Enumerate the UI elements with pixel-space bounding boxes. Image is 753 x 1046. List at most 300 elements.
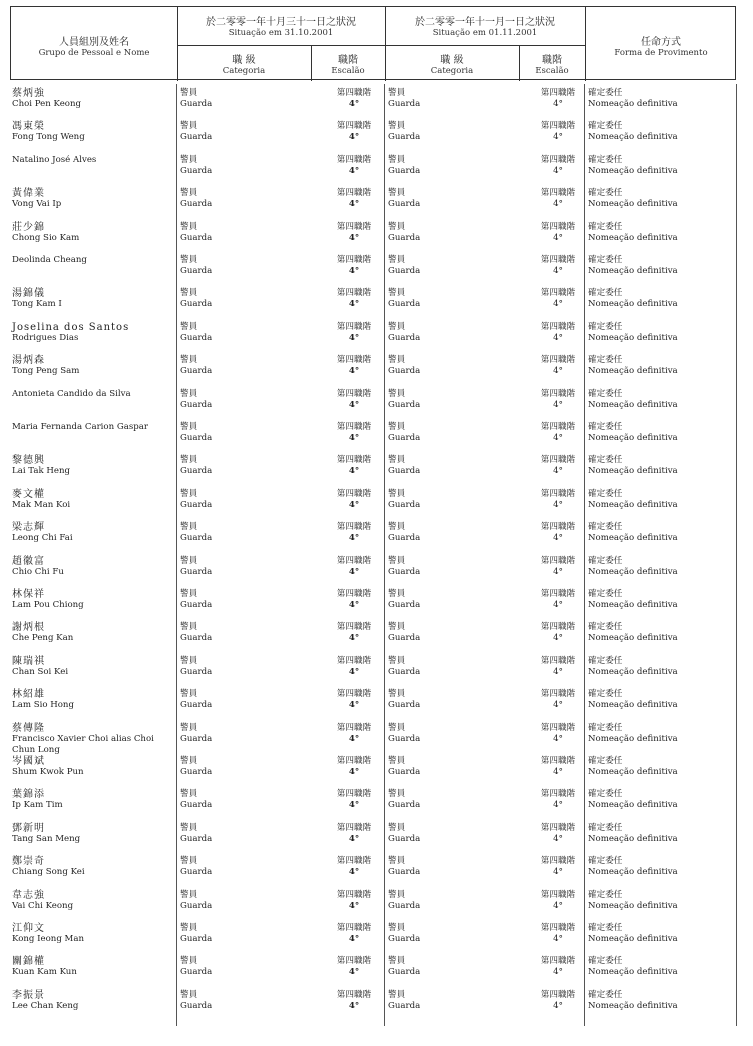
categoria-zh: 警員: [180, 221, 198, 232]
forma-zh: 確定委任: [588, 589, 623, 599]
name-line-2: Chan Soi Kei: [12, 666, 69, 677]
name-line-1: 湯炳森: [12, 355, 45, 367]
forma-pt: Nomeação definitiva: [588, 867, 678, 878]
escalao-num: 4°: [348, 466, 360, 477]
forma-pt: Nomeação definitiva: [588, 800, 678, 811]
escalao-zh: 第四職階: [540, 789, 576, 800]
escalao-before: [326, 88, 382, 110]
forma-provimento: [588, 489, 678, 511]
categoria-zh: 警員: [388, 956, 406, 967]
categoria-zh: 警員: [180, 255, 198, 265]
table-row: [10, 255, 738, 288]
categoria-pt: Guarda: [388, 1000, 421, 1011]
categoria-pt: Guarda: [388, 600, 421, 610]
person-name: [12, 689, 174, 711]
escalao-num: 4°: [348, 299, 360, 310]
person-name: [12, 255, 174, 266]
escalao-zh: 第四職階: [336, 321, 372, 332]
escalao-num: 4°: [553, 165, 563, 176]
categoria-zh: 警員: [180, 589, 198, 599]
categoria-pt: Guarda: [180, 332, 213, 343]
categoria-zh: 警員: [388, 321, 406, 332]
name-line-1: 鄭崇奇: [12, 856, 45, 868]
escalao-num: 4°: [348, 332, 360, 343]
forma-provimento: [588, 956, 678, 978]
forma-provimento: [588, 255, 678, 277]
categoria-zh: 警員: [180, 188, 198, 199]
categoria-before: [180, 455, 212, 477]
categoria-zh: 警員: [180, 555, 198, 566]
categoria-zh: 警員: [180, 422, 198, 432]
categoria-after: [388, 656, 420, 678]
forma-zh: 確定委任: [588, 288, 623, 299]
categoria-pt: Guarda: [180, 533, 213, 544]
categoria-pt: Guarda: [180, 1000, 213, 1011]
forma-zh: 確定委任: [588, 555, 623, 566]
escalao-zh: 第四職階: [540, 522, 576, 533]
escalao-zh: 第四職階: [336, 655, 372, 666]
escalao-num: 4°: [553, 266, 563, 276]
forma-provimento: [588, 121, 678, 143]
categoria-after: [388, 589, 420, 611]
escalao-before: [326, 589, 382, 611]
categoria-before: [180, 756, 212, 778]
escalao-zh: 第四職階: [336, 622, 372, 633]
escalao-before: [326, 455, 382, 477]
escalao-zh: 第四職階: [540, 121, 576, 132]
escalao-zh: 第四職階: [540, 188, 576, 199]
header-categoria-1-zh: 職 級: [232, 55, 256, 66]
escalao-after: [530, 355, 586, 377]
escalao-after: [530, 155, 586, 177]
categoria-zh: 警員: [388, 889, 406, 900]
categoria-pt: Guarda: [388, 900, 421, 911]
header-categoria-2-zh: 職 級: [440, 55, 464, 66]
escalao-before: [326, 288, 382, 310]
header-escalao-1: [311, 51, 385, 76]
name-line-1: 謝炳根: [12, 622, 45, 634]
escalao-after: [530, 322, 586, 344]
forma-pt: Nomeação definitiva: [588, 232, 678, 243]
forma-pt: Nomeação definitiva: [588, 199, 678, 210]
categoria-pt: Guarda: [388, 967, 421, 978]
categoria-before: [180, 489, 212, 511]
categoria-zh: 警員: [388, 221, 406, 232]
categoria-before: [180, 856, 212, 878]
escalao-before: [326, 121, 382, 143]
name-line-2: Shum Kwok Pun: [12, 767, 84, 777]
categoria-after: [388, 355, 420, 377]
escalao-after: [530, 656, 586, 678]
name-line-2: Tong Peng Sam: [12, 366, 80, 377]
categoria-pt: Guarda: [388, 132, 421, 143]
header-forma-column: [585, 33, 737, 58]
escalao-zh: 第四職階: [540, 321, 576, 332]
categoria-before: [180, 422, 212, 444]
table-row: [10, 322, 738, 355]
categoria-pt: Guarda: [180, 566, 213, 577]
escalao-zh: 第四職階: [336, 856, 372, 867]
categoria-before: [180, 522, 212, 544]
person-name: [12, 823, 174, 845]
person-name: [12, 455, 174, 477]
categoria-zh: 警員: [180, 288, 198, 299]
person-name: [12, 856, 174, 878]
escalao-after: [530, 589, 586, 611]
escalao-num: 4°: [553, 666, 563, 677]
categoria-zh: 警員: [388, 756, 406, 766]
forma-zh: 確定委任: [588, 789, 623, 800]
escalao-num: 4°: [553, 232, 563, 243]
escalao-before: [326, 155, 382, 177]
forma-zh: 確定委任: [588, 655, 623, 666]
categoria-pt: Guarda: [180, 299, 213, 310]
header-escalao-1-zh: 職階: [338, 55, 358, 66]
name-line-2: Maria Fernanda Carion Gaspar: [12, 422, 148, 432]
name-line-1: 湯錦儀: [12, 288, 45, 300]
escalao-zh: 第四職階: [540, 589, 576, 599]
name-line-2: Antonieta Candido da Silva: [12, 388, 131, 399]
table-row: [10, 522, 738, 555]
categoria-after: [388, 288, 420, 310]
name-line-1: 關錦權: [12, 956, 45, 968]
categoria-zh: 警員: [180, 88, 198, 98]
forma-zh: 確定委任: [588, 989, 623, 1000]
escalao-after: [530, 890, 586, 912]
forma-zh: 確定委任: [588, 756, 623, 766]
forma-zh: 確定委任: [588, 856, 623, 867]
forma-provimento: [588, 789, 678, 811]
person-name: [12, 556, 174, 578]
escalao-num: 4°: [553, 967, 563, 978]
categoria-pt: Guarda: [180, 165, 213, 176]
categoria-pt: Guarda: [388, 633, 421, 644]
categoria-before: [180, 121, 212, 143]
person-name: [12, 121, 174, 143]
categoria-pt: Guarda: [388, 867, 421, 878]
person-name: [12, 389, 174, 400]
name-line-1: 黎德興: [12, 455, 45, 467]
escalao-before: [326, 255, 382, 277]
forma-zh: 確定委任: [588, 522, 623, 533]
escalao-zh: 第四職階: [540, 622, 576, 633]
escalao-zh: 第四職階: [336, 756, 372, 766]
categoria-after: [388, 823, 420, 845]
forma-zh: 確定委任: [588, 889, 623, 900]
categoria-after: [388, 155, 420, 177]
categoria-zh: 警員: [388, 355, 406, 366]
escalao-before: [326, 389, 382, 411]
categoria-zh: 警員: [388, 522, 406, 533]
document-page: [10, 6, 738, 1026]
name-line-2: Mak Man Koi: [12, 499, 71, 510]
person-name: [12, 890, 174, 912]
escalao-zh: 第四職階: [336, 522, 372, 533]
forma-provimento: [588, 455, 678, 477]
escalao-zh: 第四職階: [336, 355, 372, 366]
forma-provimento: [588, 322, 678, 344]
name-line-1: 韋志強: [12, 889, 45, 901]
person-name: [12, 756, 174, 778]
name-line-1: 李振景: [12, 989, 45, 1001]
categoria-before: [180, 355, 212, 377]
header-name-pt: Grupo de Pessoal e Nome: [38, 48, 150, 58]
escalao-zh: 第四職階: [336, 188, 372, 199]
forma-provimento: [588, 188, 678, 210]
table-row: [10, 990, 738, 1023]
person-name: [12, 155, 174, 166]
person-name: [12, 956, 174, 978]
categoria-pt: Guarda: [388, 299, 421, 310]
categoria-zh: 警員: [388, 154, 406, 165]
escalao-num: 4°: [553, 867, 563, 878]
name-line-2: Natalino José Alves: [12, 154, 97, 165]
categoria-pt: Guarda: [388, 833, 421, 844]
table-row: [10, 756, 738, 789]
escalao-before: [326, 656, 382, 678]
categoria-zh: 警員: [388, 455, 406, 466]
name-line-2: Kuan Kam Kun: [12, 967, 77, 978]
forma-pt: Nomeação definitiva: [588, 700, 678, 711]
forma-zh: 確定委任: [588, 422, 623, 432]
escalao-zh: 第四職階: [540, 856, 576, 867]
categoria-before: [180, 88, 212, 110]
table-row: [10, 188, 738, 221]
header-situation-2: [385, 13, 585, 38]
forma-pt: Nomeação definitiva: [588, 399, 678, 410]
escalao-after: [530, 288, 586, 310]
escalao-num: 4°: [348, 900, 360, 911]
forma-pt: Nomeação definitiva: [588, 633, 678, 644]
escalao-zh: 第四職階: [336, 488, 372, 499]
categoria-zh: 警員: [388, 488, 406, 499]
forma-zh: 確定委任: [588, 388, 623, 399]
table-row: [10, 422, 738, 455]
categoria-after: [388, 188, 420, 210]
forma-pt: Nomeação definitiva: [588, 99, 678, 109]
categoria-zh: 警員: [388, 589, 406, 599]
forma-pt: Nomeação definitiva: [588, 767, 678, 777]
categoria-after: [388, 422, 420, 444]
name-line-2: Leong Chi Fai: [12, 533, 73, 544]
escalao-num: 4°: [553, 1000, 563, 1011]
categoria-pt: Guarda: [180, 900, 213, 911]
forma-zh: 確定委任: [588, 88, 623, 98]
categoria-after: [388, 455, 420, 477]
categoria-zh: 警員: [180, 154, 198, 165]
escalao-before: [326, 222, 382, 244]
categoria-pt: Guarda: [180, 666, 213, 677]
forma-zh: 確定委任: [588, 722, 623, 733]
forma-zh: 確定委任: [588, 321, 623, 332]
name-line-1: 梁志輝: [12, 522, 45, 534]
categoria-pt: Guarda: [180, 767, 213, 777]
person-name: [12, 789, 174, 811]
escalao-zh: 第四職階: [540, 689, 576, 700]
categoria-zh: 警員: [180, 655, 198, 666]
escalao-after: [530, 455, 586, 477]
categoria-pt: Guarda: [388, 199, 421, 210]
categoria-pt: Guarda: [180, 800, 213, 811]
forma-pt: Nomeação definitiva: [588, 666, 678, 677]
escalao-num: 4°: [553, 600, 563, 610]
categoria-pt: Guarda: [180, 132, 213, 143]
escalao-zh: 第四職階: [336, 722, 372, 733]
escalao-num: 4°: [553, 332, 563, 343]
escalao-before: [326, 522, 382, 544]
escalao-before: [326, 322, 382, 344]
escalao-zh: 第四職階: [336, 121, 372, 132]
name-line-2: Chong Sio Kam: [12, 232, 80, 243]
header-escalao-2: [519, 51, 585, 76]
escalao-num: 4°: [553, 900, 563, 911]
categoria-zh: 警員: [180, 789, 198, 800]
escalao-zh: 第四職階: [336, 288, 372, 299]
escalao-num: 4°: [348, 934, 360, 944]
forma-provimento: [588, 890, 678, 912]
escalao-after: [530, 121, 586, 143]
categoria-before: [180, 589, 212, 611]
categoria-zh: 警員: [180, 321, 198, 332]
forma-zh: 確定委任: [588, 689, 623, 700]
name-line-2: Vai Chi Keong: [12, 900, 74, 911]
forma-provimento: [588, 589, 678, 611]
escalao-zh: 第四職階: [540, 221, 576, 232]
escalao-num: 4°: [348, 266, 360, 276]
categoria-before: [180, 990, 212, 1012]
person-name: [12, 322, 174, 344]
escalao-before: [326, 923, 382, 945]
categoria-zh: 警員: [180, 923, 198, 933]
categoria-after: [388, 255, 420, 277]
name-line-1: 林保祥: [12, 589, 45, 600]
escalao-num: 4°: [348, 399, 360, 410]
name-line-1: 趙徽富: [12, 555, 45, 567]
person-name: [12, 88, 174, 110]
categoria-pt: Guarda: [180, 466, 213, 477]
person-name: [12, 489, 174, 511]
categoria-before: [180, 823, 212, 845]
table-row: [10, 355, 738, 388]
header-situation-1-pt: Situação em 31.10.2001: [228, 28, 334, 38]
categoria-before: [180, 389, 212, 411]
table-row: [10, 556, 738, 589]
header-escalao-2-zh: 職階: [542, 55, 562, 66]
escalao-num: 4°: [348, 833, 360, 844]
categoria-zh: 警員: [388, 255, 406, 265]
forma-zh: 確定委任: [588, 355, 623, 366]
escalao-num: 4°: [348, 967, 360, 978]
table-row: [10, 923, 738, 956]
escalao-zh: 第四職階: [540, 822, 576, 833]
person-name: [12, 923, 174, 945]
table-row: [10, 489, 738, 522]
name-line-1: 岑國斌: [12, 756, 45, 767]
name-line-2: Choi Pen Keong: [12, 99, 81, 109]
categoria-after: [388, 556, 420, 578]
person-name: [12, 589, 174, 611]
categoria-pt: Guarda: [180, 934, 213, 944]
forma-pt: Nomeação definitiva: [588, 332, 678, 343]
forma-provimento: [588, 756, 678, 778]
forma-pt: Nomeação definitiva: [588, 600, 678, 610]
forma-zh: 確定委任: [588, 822, 623, 833]
categoria-pt: Guarda: [388, 232, 421, 243]
escalao-zh: 第四職階: [540, 655, 576, 666]
escalao-after: [530, 856, 586, 878]
forma-zh: 確定委任: [588, 622, 623, 633]
escalao-before: [326, 990, 382, 1012]
escalao-num: 4°: [553, 366, 563, 377]
forma-pt: Nomeação definitiva: [588, 566, 678, 577]
categoria-pt: Guarda: [180, 700, 213, 711]
escalao-num: 4°: [348, 132, 360, 143]
name-line-2: Che Peng Kan: [12, 633, 74, 644]
escalao-zh: 第四職階: [540, 488, 576, 499]
escalao-after: [530, 789, 586, 811]
categoria-zh: 警員: [180, 522, 198, 533]
name-line-1: 馮東榮: [12, 121, 45, 133]
escalao-zh: 第四職階: [540, 88, 576, 98]
categoria-zh: 警員: [180, 121, 198, 132]
escalao-num: 4°: [348, 566, 360, 577]
escalao-before: [326, 689, 382, 711]
escalao-before: [326, 489, 382, 511]
header-situation-1: [177, 13, 385, 38]
categoria-pt: Guarda: [180, 600, 213, 610]
escalao-before: [326, 556, 382, 578]
escalao-num: 4°: [553, 833, 563, 844]
escalao-num: 4°: [348, 199, 360, 210]
person-name: [12, 522, 174, 544]
categoria-after: [388, 990, 420, 1012]
categoria-zh: 警員: [388, 789, 406, 800]
categoria-zh: 警員: [388, 622, 406, 633]
categoria-pt: Guarda: [388, 366, 421, 377]
categoria-before: [180, 255, 212, 277]
name-line-1: 蔡傳隆: [12, 722, 45, 734]
escalao-num: 4°: [553, 566, 563, 577]
escalao-before: [326, 756, 382, 778]
forma-pt: Nomeação definitiva: [588, 466, 678, 477]
categoria-pt: Guarda: [388, 566, 421, 577]
header-forma-pt: Forma de Provimento: [614, 48, 708, 58]
header-situation-2-pt: Situação em 01.11.2001: [432, 28, 538, 38]
escalao-after: [530, 422, 586, 444]
person-name: [12, 723, 174, 756]
escalao-num: 4°: [553, 99, 563, 109]
name-line-1: 葉錦添: [12, 789, 45, 801]
forma-provimento: [588, 856, 678, 878]
name-line-2: Lam Pou Chiong: [12, 600, 84, 610]
categoria-pt: Guarda: [180, 232, 213, 243]
forma-pt: Nomeação definitiva: [588, 499, 678, 510]
escalao-after: [530, 956, 586, 978]
categoria-pt: Guarda: [388, 533, 421, 544]
forma-provimento: [588, 990, 678, 1012]
escalao-zh: 第四職階: [540, 923, 576, 933]
categoria-pt: Guarda: [388, 433, 421, 443]
escalao-num: 4°: [553, 433, 563, 443]
escalao-num: 4°: [348, 1000, 360, 1011]
escalao-num: 4°: [348, 633, 360, 644]
escalao-num: 4°: [553, 800, 563, 811]
categoria-pt: Guarda: [388, 332, 421, 343]
forma-pt: Nomeação definitiva: [588, 366, 678, 377]
person-name: [12, 990, 174, 1012]
table-row: [10, 890, 738, 923]
table-row: [10, 88, 738, 121]
